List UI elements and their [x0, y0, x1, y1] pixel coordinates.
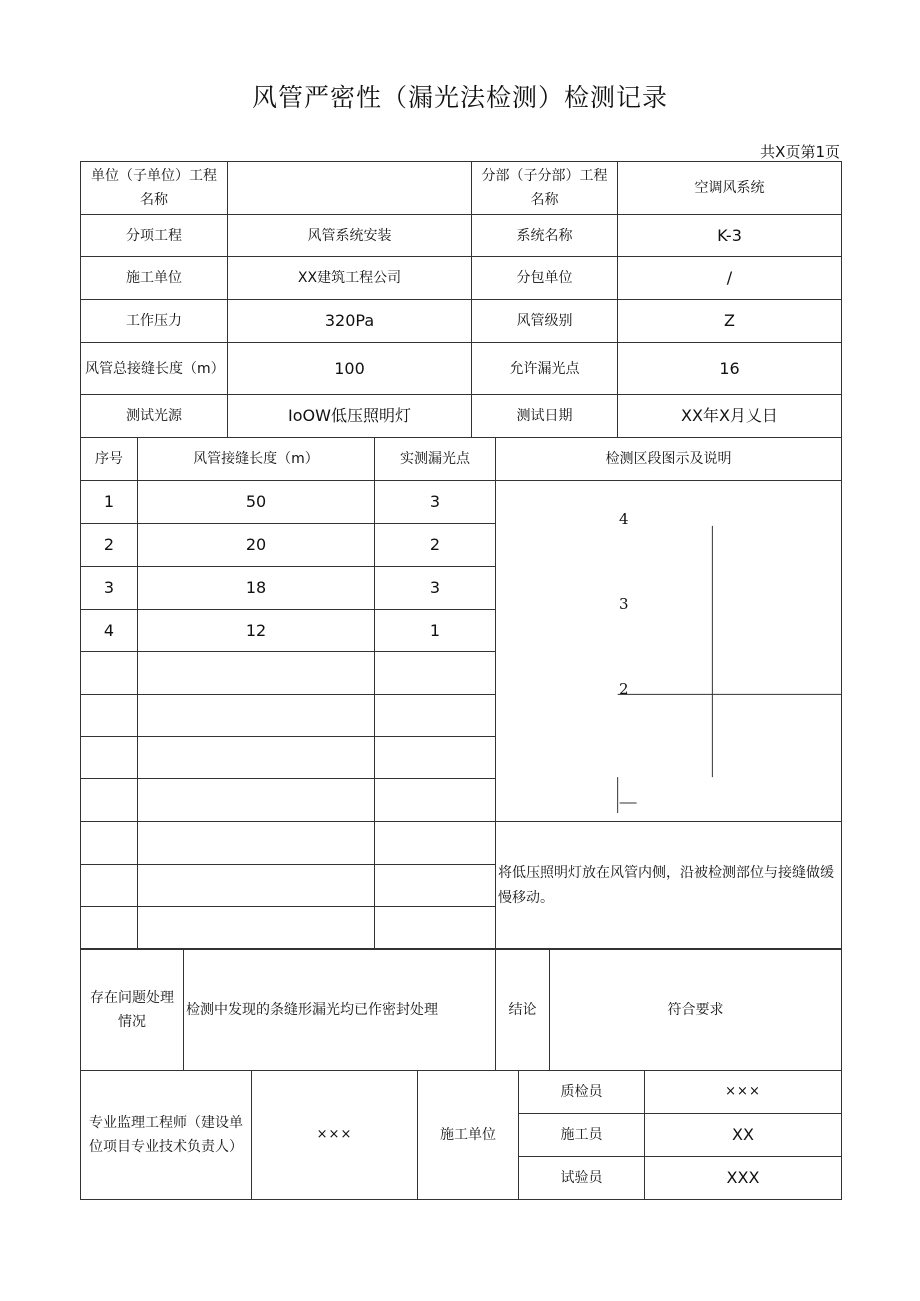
row-length: 12 — [138, 610, 375, 652]
empty-cell — [138, 779, 375, 822]
conclusion-label: 结论 — [496, 949, 550, 1071]
row-no: 4 — [81, 610, 138, 652]
system-value: K-3 — [618, 215, 842, 257]
detail-table — [80, 437, 842, 950]
role-label: 质检员 — [519, 1071, 645, 1114]
role-label: 试验员 — [519, 1157, 645, 1200]
supervisor-label: 专业监理工程师（建设单位项目专业技术负责人） — [81, 1071, 252, 1200]
division-value: 空调风系统 — [618, 162, 842, 215]
role-signature: XXX — [645, 1157, 842, 1200]
grade-label: 风管级别 — [472, 300, 618, 343]
row-points: 1 — [375, 610, 496, 652]
empty-cell — [375, 737, 496, 779]
row-no: 1 — [81, 481, 138, 524]
header-diagram: 检测区段图示及说明 — [496, 438, 842, 481]
subcontractor-label: 分包单位 — [472, 257, 618, 300]
allowed-value: 16 — [618, 343, 842, 395]
diagram-label-4: 4 — [619, 510, 629, 528]
page-title: 风管严密性（漏光法检测）检测记录 — [251, 83, 668, 112]
unit-label: 单位（子单位）工程名称 — [81, 162, 228, 215]
issues-value: 检测中发现的条缝形漏光均已作密封处理 — [184, 949, 496, 1071]
empty-cell — [138, 695, 375, 737]
empty-cell — [81, 907, 138, 950]
diagram-cell — [496, 481, 842, 822]
empty-cell — [138, 652, 375, 695]
pressure-value: 320Pa — [228, 300, 472, 343]
subitem-label: 分项工程 — [81, 215, 228, 257]
system-label: 系统名称 — [472, 215, 618, 257]
date-label: 测试日期 — [472, 395, 618, 438]
row-length: 20 — [138, 524, 375, 567]
empty-cell — [81, 779, 138, 822]
row-points: 3 — [375, 481, 496, 524]
section-diagram — [496, 481, 841, 821]
empty-cell — [375, 822, 496, 865]
role-signature: XX — [645, 1114, 842, 1157]
empty-cell — [138, 737, 375, 779]
empty-cell — [138, 822, 375, 865]
row-no: 2 — [81, 524, 138, 567]
seam-total-label: 风管总接缝长度（m） — [81, 343, 228, 395]
diagram-label-3: 3 — [619, 595, 629, 613]
empty-cell — [81, 652, 138, 695]
subcontractor-value: / — [618, 257, 842, 300]
empty-cell — [81, 737, 138, 779]
conclusion-value: 符合要求 — [550, 949, 842, 1071]
grade-value: Z — [618, 300, 842, 343]
role-signature: ××× — [645, 1071, 842, 1114]
contractor-value: XX建筑工程公司 — [228, 257, 472, 300]
empty-cell — [138, 865, 375, 907]
light-label: 测试光源 — [81, 395, 228, 438]
allowed-label: 允许漏光点 — [472, 343, 618, 395]
seam-total-value: 100 — [228, 343, 472, 395]
date-value: XX年X月乂日 — [618, 395, 842, 438]
row-no: 3 — [81, 567, 138, 610]
subitem-value: 风管系统安装 — [228, 215, 472, 257]
pressure-label: 工作压力 — [81, 300, 228, 343]
role-label: 施工员 — [519, 1114, 645, 1157]
signature-table — [80, 1070, 842, 1200]
empty-cell — [138, 907, 375, 950]
sign-contractor-label: 施工单位 — [418, 1071, 519, 1200]
empty-cell — [375, 695, 496, 737]
empty-cell — [375, 907, 496, 950]
header-points: 实测漏光点 — [375, 438, 496, 481]
row-points: 3 — [375, 567, 496, 610]
row-length: 18 — [138, 567, 375, 610]
empty-cell — [81, 695, 138, 737]
row-points: 2 — [375, 524, 496, 567]
empty-cell — [81, 865, 138, 907]
contractor-label: 施工单位 — [81, 257, 228, 300]
page-count: 共X页第1页 — [760, 143, 840, 161]
issues-table — [80, 948, 842, 1071]
header-no: 序号 — [81, 438, 138, 481]
test-description: 将低压照明灯放在风管内侧，沿被检测部位与接缝做缓慢移动。 — [496, 822, 842, 950]
issues-label: 存在问题处理情况 — [81, 949, 184, 1071]
division-label: 分部（子分部）工程名称 — [472, 162, 618, 215]
unit-value — [228, 162, 472, 215]
empty-cell — [375, 779, 496, 822]
supervisor-signature: ××× — [252, 1071, 418, 1200]
empty-cell — [375, 652, 496, 695]
light-value: IoOW低压照明灯 — [228, 395, 472, 438]
diagram-label-2: 2 — [619, 680, 629, 698]
empty-cell — [81, 822, 138, 865]
header-length: 风管接缝长度（m） — [138, 438, 375, 481]
empty-cell — [375, 865, 496, 907]
row-length: 50 — [138, 481, 375, 524]
info-table — [80, 161, 842, 438]
